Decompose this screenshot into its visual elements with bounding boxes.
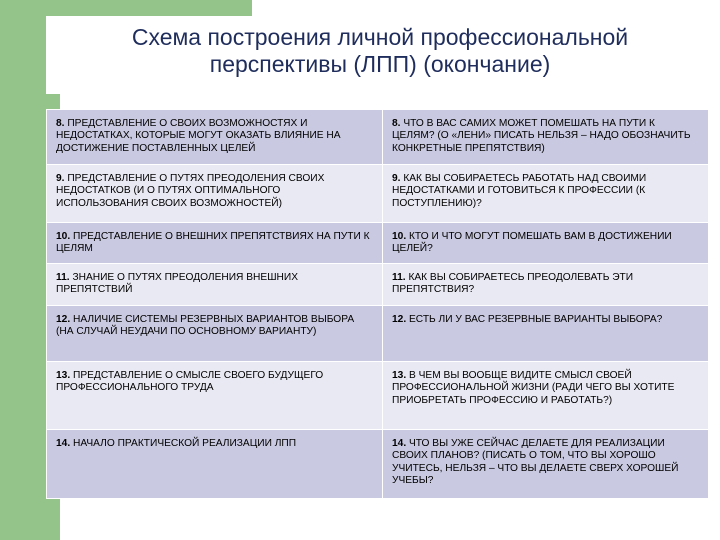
table-cell-aspect bbox=[47, 362, 383, 430]
item-text: ПРЕДСТАВЛЕНИЕ О СМЫСЛЕ СВОЕГО БУДУЩЕГО ПРОФЕССИОНАЛЬНОГО ТРУДА bbox=[56, 370, 324, 394]
item-text: В ЧЕМ ВЫ ВООБЩЕ ВИДИТЕ СМЫСЛ СВОЕЙ ПРОФЕССИОНАЛЬНОЙ ЖИЗНИ (РАДИ ЧЕГО ВЫ ХОТИТЕ ПРИОБРЕТАТЬ ПРОФЕССИЮ И РАБОТАТЬ?) bbox=[392, 370, 675, 406]
table-cell-aspect bbox=[47, 223, 383, 264]
item-number: 13. bbox=[56, 370, 71, 381]
table-cell-question bbox=[383, 362, 709, 430]
page-title bbox=[60, 24, 700, 78]
table-row bbox=[47, 362, 709, 430]
item-number: 14. bbox=[392, 438, 407, 449]
table-row bbox=[47, 306, 709, 362]
table-cell-question bbox=[383, 430, 709, 499]
table-cell-aspect bbox=[47, 430, 383, 499]
table-row bbox=[47, 165, 709, 223]
item-text: НАЧАЛО ПРАКТИЧЕСКОЙ РЕАЛИЗАЦИИ ЛПП bbox=[70, 438, 297, 449]
item-text: КТО И ЧТО МОГУТ ПОМЕШАТЬ ВАМ В ДОСТИЖЕНИИ ЦЕЛЕЙ? bbox=[392, 231, 672, 255]
item-text: ПРЕДСТАВЛЕНИЕ О ВНЕШНИХ ПРЕПЯТСТВИЯХ НА ПУТИ К ЦЕЛЯМ bbox=[56, 231, 370, 255]
table-row bbox=[47, 264, 709, 306]
table-cell-aspect bbox=[47, 306, 383, 362]
item-number: 8. bbox=[392, 118, 401, 129]
item-text: ПРЕДСТАВЛЕНИЕ О ПУТЯХ ПРЕОДОЛЕНИЯ СВОИХ НЕДОСТАТКОВ (И О ПУТЯХ ОПТИМАЛЬНОГО ИСПОЛЬЗОВАНИЯ СВОИХ ВОЗМОЖНОСТЕЙ) bbox=[56, 173, 325, 209]
item-number: 12. bbox=[56, 314, 71, 325]
item-text: ЧТО ВЫ УЖЕ СЕЙЧАС ДЕЛАЕТЕ ДЛЯ РЕАЛИЗАЦИИ СВОИХ ПЛАНОВ? (ПИСАТЬ О ТОМ, ЧТО ВЫ ХОРОШО УЧИТЕСЬ, НЕЛЬЗЯ – ЧТО ВЫ ДЕЛАЕТЕ СВЕРХ ХОРОШЕЙ УЧЕБЫ? bbox=[392, 438, 679, 487]
item-number: 11. bbox=[392, 272, 406, 283]
item-text: ЗНАНИЕ О ПУТЯХ ПРЕОДОЛЕНИЯ ВНЕШНИХ ПРЕПЯТСТВИЙ bbox=[56, 272, 299, 296]
table-cell-aspect bbox=[47, 165, 383, 223]
item-text: НАЛИЧИЕ СИСТЕМЫ РЕЗЕРВНЫХ ВАРИАНТОВ ВЫБОРА (НА СЛУЧАЙ НЕУДАЧИ ПО ОСНОВНОМУ ВАРИАНТУ) bbox=[56, 314, 355, 338]
decorative-green-bar-top bbox=[0, 0, 252, 16]
item-number: 9. bbox=[392, 173, 401, 184]
item-number: 13. bbox=[392, 370, 407, 381]
item-number: 11. bbox=[56, 272, 70, 283]
item-number: 14. bbox=[56, 438, 71, 449]
title-line-1: Схема построения личной профессиональной bbox=[131, 24, 629, 50]
table-row bbox=[47, 430, 709, 499]
table-row bbox=[47, 223, 709, 264]
table-cell-question bbox=[383, 306, 709, 362]
item-number: 9. bbox=[56, 173, 65, 184]
table-cell-question bbox=[383, 223, 709, 264]
item-number: 12. bbox=[392, 314, 407, 325]
item-text: ПРЕДСТАВЛЕНИЕ О СВОИХ ВОЗМОЖНОСТЯХ И НЕДОСТАТКАХ, КОТОРЫЕ МОГУТ ОКАЗАТЬ ВЛИЯНИЕ НА ДОСТИЖЕНИЕ ПОСТАВЛЕННЫХ ЦЕЛЕЙ bbox=[56, 118, 341, 154]
item-number: 10. bbox=[392, 231, 407, 242]
item-number: 8. bbox=[56, 118, 65, 129]
table-cell-aspect bbox=[47, 110, 383, 165]
table-cell-question bbox=[383, 264, 709, 306]
title-line-2: перспективы (ЛПП) (окончание) bbox=[209, 51, 551, 77]
table-cell-aspect bbox=[47, 264, 383, 306]
item-number: 10. bbox=[56, 231, 71, 242]
item-text: КАК ВЫ СОБИРАЕТЕСЬ РАБОТАТЬ НАД СВОИМИ НЕДОСТАТКАМИ И ГОТОВИТЬСЯ К ПРОФЕССИИ (К ПОСТУПЛЕНИЮ)? bbox=[392, 173, 647, 209]
item-text: КАК ВЫ СОБИРАЕТЕСЬ ПРЕОДОЛЕВАТЬ ЭТИ ПРЕПЯТСТВИЯ? bbox=[392, 272, 634, 296]
table-row bbox=[47, 110, 709, 165]
table-cell-question bbox=[383, 110, 709, 165]
table-cell-question bbox=[383, 165, 709, 223]
item-text: ЕСТЬ ЛИ У ВАС РЕЗЕРВНЫЕ ВАРИАНТЫ ВЫБОРА? bbox=[406, 314, 663, 325]
lpp-scheme-table bbox=[46, 109, 709, 499]
item-text: ЧТО В ВАС САМИХ МОЖЕТ ПОМЕШАТЬ НА ПУТИ К ЦЕЛЯМ? (О «ЛЕНИ» ПИСАТЬ НЕЛЬЗЯ – НАДО ОБОЗНАЧИТЬ КОНКРЕТНЫЕ ПРЕПЯТСТВИЯ) bbox=[392, 118, 691, 154]
